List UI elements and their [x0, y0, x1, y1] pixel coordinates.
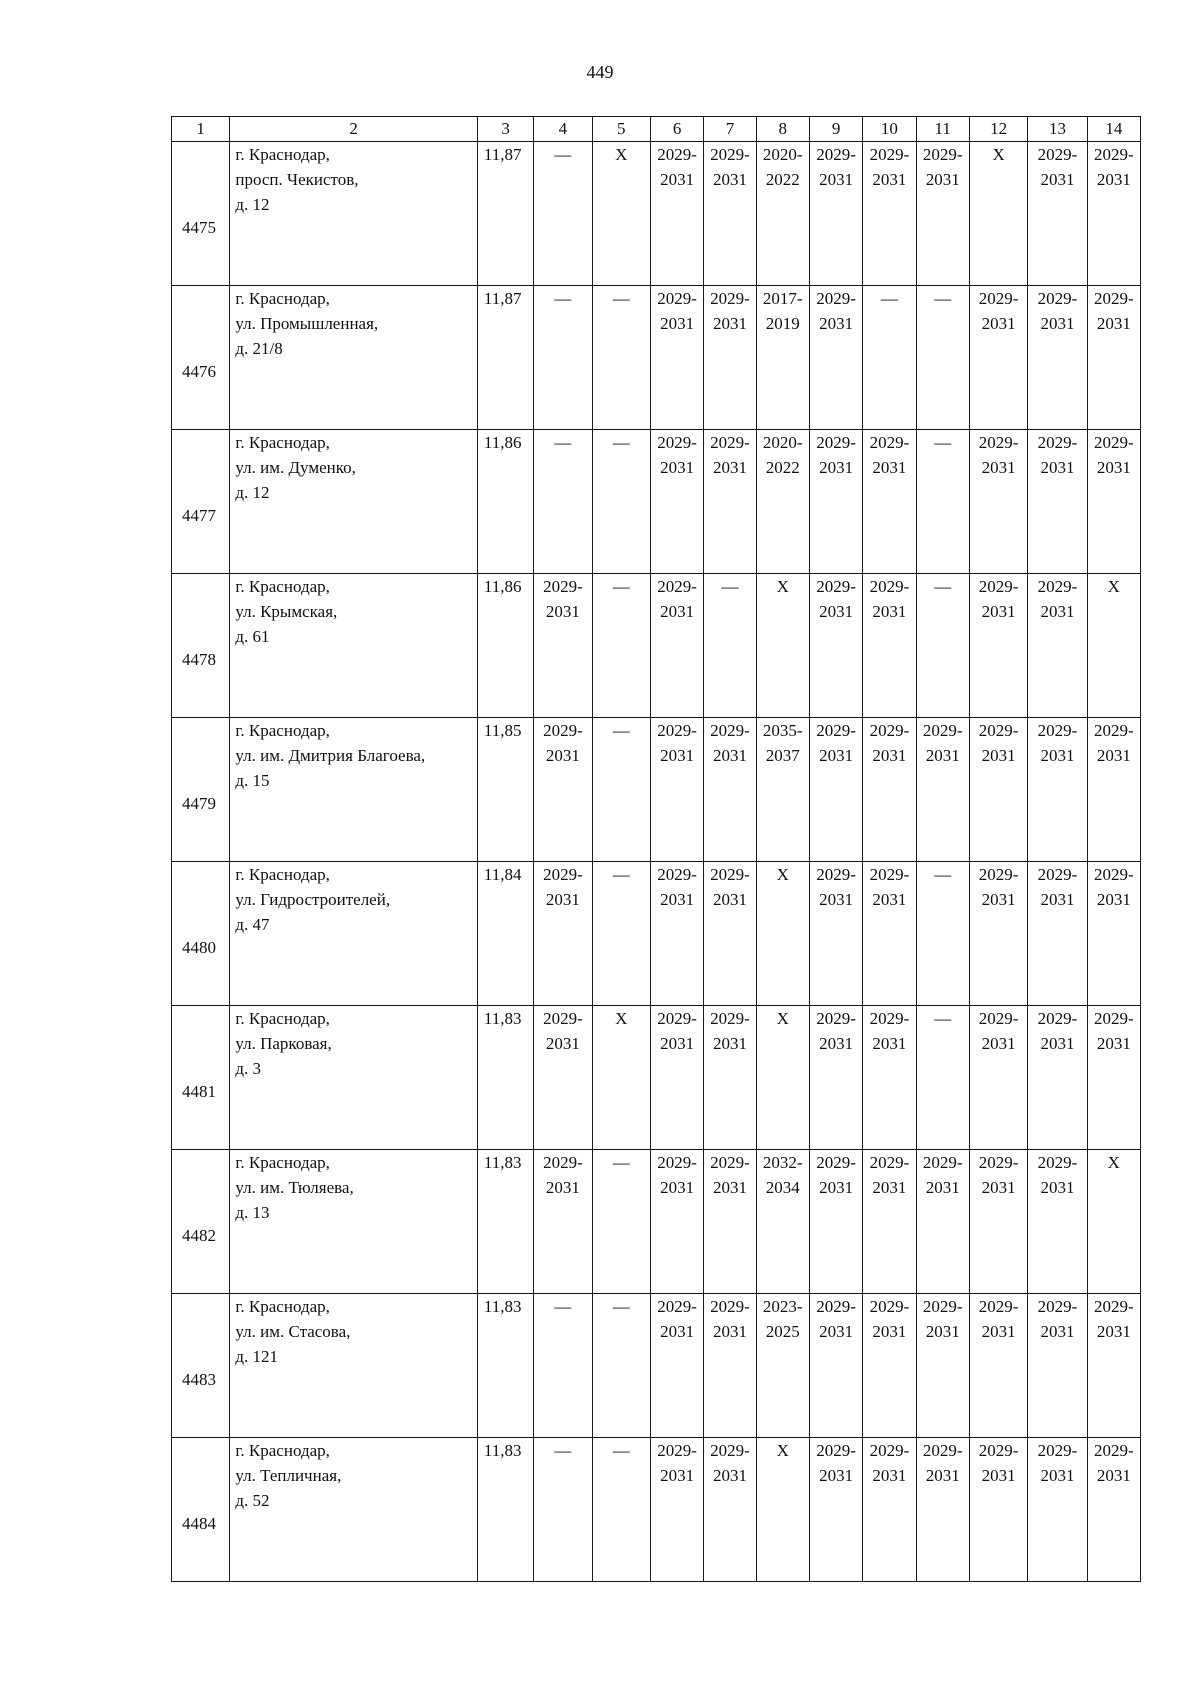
- data-cell-col-12: [969, 1006, 1027, 1150]
- cell-text: 2029- 2031: [1037, 1153, 1078, 1197]
- data-cell-col-9: [809, 142, 862, 286]
- cell-text: 2029- 2031: [710, 1297, 750, 1341]
- data-cell-col-5: [592, 862, 650, 1006]
- column-number-row: [172, 117, 1141, 142]
- address-cell: [230, 286, 478, 430]
- data-cell-col-5: [592, 1006, 650, 1150]
- data-cell-col-14: [1087, 430, 1140, 574]
- data-cell-col-13: [1028, 1294, 1087, 1438]
- cell-text: 2029- 2031: [922, 145, 963, 189]
- data-cell-col-8: [756, 862, 809, 1006]
- cell-text: 2029- 2031: [869, 433, 910, 477]
- cell-text: 2029- 2031: [816, 289, 856, 333]
- data-cell-col-13: [1028, 1150, 1087, 1294]
- data-cell-col-14: [1087, 1006, 1140, 1150]
- cell-text: 2029- 2031: [869, 1441, 910, 1485]
- cell-text: 2029- 2031: [978, 1297, 1019, 1341]
- data-cell-col-4: [534, 718, 592, 862]
- data-cell-col-13: [1028, 574, 1087, 718]
- data-cell-col-14: [1087, 286, 1140, 430]
- cell-text: 2029- 2031: [869, 721, 910, 765]
- column-header-8: 8: [756, 117, 809, 142]
- data-cell-col-7: [704, 574, 756, 718]
- column-header-2: 2: [230, 117, 478, 142]
- cell-text: 2029- 2031: [869, 1153, 910, 1197]
- data-cell-col-6: [650, 142, 703, 286]
- column-header-5: 5: [592, 117, 650, 142]
- cell-text: 2029- 2031: [816, 1009, 856, 1053]
- cell-text: —: [612, 1297, 630, 1316]
- cell-text: 2029- 2031: [710, 721, 750, 765]
- cell-text: 2029- 2031: [922, 1153, 963, 1197]
- data-cell-col-9: [809, 430, 862, 574]
- address-cell: [230, 1294, 478, 1438]
- column-header-6: 6: [650, 117, 703, 142]
- row-number: 4482: [172, 1150, 230, 1294]
- cell-text: —: [554, 145, 572, 164]
- data-cell-col-8: [756, 430, 809, 574]
- cell-text: 2029- 2031: [543, 577, 583, 621]
- table-row: [172, 1006, 1141, 1150]
- cell-text: 2029- 2031: [710, 1009, 750, 1053]
- data-cell-col-5: [592, 430, 650, 574]
- data-cell-col-8: [756, 1150, 809, 1294]
- address-cell: [230, 1438, 478, 1582]
- cell-text: 2029- 2031: [657, 865, 697, 909]
- cell-text: —: [554, 289, 572, 308]
- address-cell: [230, 1006, 478, 1150]
- data-cell-col-11: [916, 1438, 969, 1582]
- cell-text: 2029- 2031: [657, 577, 697, 621]
- cell-text: 2029- 2031: [816, 1441, 856, 1485]
- row-number: 4479: [172, 718, 230, 862]
- data-cell-col-7: [704, 1294, 756, 1438]
- value-cell: 11,83: [477, 1150, 533, 1294]
- address-text: г. Краснодар, ул. Крымская, д. 61: [235, 577, 338, 646]
- data-cell-col-4: [534, 1438, 592, 1582]
- cell-text: 2029- 2031: [1093, 721, 1134, 765]
- cell-text: —: [880, 289, 898, 308]
- data-cell-col-14: [1087, 1150, 1140, 1294]
- value-cell: 11,85: [477, 718, 533, 862]
- data-cell-col-6: [650, 574, 703, 718]
- data-cell-col-6: [650, 286, 703, 430]
- cell-text: 2029- 2031: [657, 721, 697, 765]
- column-header-13: 13: [1028, 117, 1087, 142]
- data-cell-col-6: [650, 718, 703, 862]
- column-header-10: 10: [863, 117, 916, 142]
- row-number: 4478: [172, 574, 230, 718]
- data-cell-col-10: [863, 718, 916, 862]
- cell-text: 2029- 2031: [816, 865, 856, 909]
- data-cell-col-13: [1028, 1438, 1087, 1582]
- cell-text: 2029- 2031: [657, 1153, 697, 1197]
- data-cell-col-12: [969, 1294, 1027, 1438]
- document-table: [171, 116, 1141, 1582]
- cell-text: —: [612, 433, 630, 452]
- data-cell-col-7: [704, 286, 756, 430]
- data-cell-col-14: [1087, 862, 1140, 1006]
- cell-text: 2029- 2031: [978, 1441, 1019, 1485]
- cell-text: 2029- 2031: [1037, 1297, 1078, 1341]
- cell-text: 2029- 2031: [1093, 1009, 1134, 1053]
- row-number: 4483: [172, 1294, 230, 1438]
- column-header-1: 1: [172, 117, 230, 142]
- data-cell-col-4: [534, 862, 592, 1006]
- cell-text: 2017- 2019: [762, 289, 803, 333]
- data-cell-col-6: [650, 1150, 703, 1294]
- cell-text: —: [612, 289, 630, 308]
- data-cell-col-11: [916, 430, 969, 574]
- value-cell: 11,87: [477, 142, 533, 286]
- cell-text: Х: [615, 1009, 628, 1028]
- cell-text: 2029- 2031: [922, 1297, 963, 1341]
- address-text: г. Краснодар, ул. им. Думенко, д. 12: [235, 433, 356, 502]
- data-cell-col-8: [756, 718, 809, 862]
- column-header-7: 7: [704, 117, 756, 142]
- cell-text: 2029- 2031: [978, 1153, 1019, 1197]
- table-row: [172, 574, 1141, 718]
- cell-text: —: [554, 1297, 572, 1316]
- row-number: 4480: [172, 862, 230, 1006]
- data-cell-col-12: [969, 1150, 1027, 1294]
- cell-text: 2029- 2031: [816, 433, 856, 477]
- row-number: 4475: [172, 142, 230, 286]
- data-cell-col-4: [534, 286, 592, 430]
- data-cell-col-9: [809, 286, 862, 430]
- cell-text: 2029- 2031: [869, 1009, 910, 1053]
- cell-text: Х: [1107, 1153, 1120, 1172]
- page-number: 449: [586, 62, 614, 82]
- cell-text: —: [612, 1153, 630, 1172]
- address-cell: [230, 430, 478, 574]
- data-cell-col-13: [1028, 718, 1087, 862]
- data-cell-col-11: [916, 1150, 969, 1294]
- cell-text: 2029- 2031: [657, 1009, 697, 1053]
- table-row: [172, 286, 1141, 430]
- data-cell-col-7: [704, 1006, 756, 1150]
- cell-text: 2029- 2031: [869, 1297, 910, 1341]
- data-cell-col-11: [916, 574, 969, 718]
- table-row: [172, 142, 1141, 286]
- cell-text: 2029- 2031: [816, 1297, 856, 1341]
- data-cell-col-10: [863, 142, 916, 286]
- data-cell-col-11: [916, 1294, 969, 1438]
- data-cell-col-13: [1028, 142, 1087, 286]
- data-cell-col-13: [1028, 1006, 1087, 1150]
- cell-text: —: [934, 289, 952, 308]
- column-header-4: 4: [534, 117, 592, 142]
- data-cell-col-11: [916, 142, 969, 286]
- data-cell-col-9: [809, 574, 862, 718]
- data-cell-col-8: [756, 142, 809, 286]
- data-cell-col-8: [756, 1006, 809, 1150]
- address-cell: [230, 862, 478, 1006]
- cell-text: 2029- 2031: [543, 1009, 583, 1053]
- data-cell-col-11: [916, 718, 969, 862]
- data-cell-col-4: [534, 574, 592, 718]
- cell-text: 2029- 2031: [1037, 1009, 1078, 1053]
- data-cell-col-9: [809, 1006, 862, 1150]
- cell-text: —: [554, 1441, 572, 1460]
- table-row: [172, 430, 1141, 574]
- data-cell-col-9: [809, 1294, 862, 1438]
- cell-text: 2029- 2031: [1037, 289, 1078, 333]
- cell-text: 2029- 2031: [922, 721, 963, 765]
- data-cell-col-6: [650, 1294, 703, 1438]
- address-cell: [230, 1150, 478, 1294]
- cell-text: Х: [992, 145, 1005, 164]
- cell-text: Х: [615, 145, 628, 164]
- cell-text: 2029- 2031: [710, 289, 750, 333]
- value-cell: 11,87: [477, 286, 533, 430]
- cell-text: —: [612, 577, 630, 596]
- cell-text: Х: [776, 865, 789, 884]
- row-number: 4476: [172, 286, 230, 430]
- data-cell-col-5: [592, 1150, 650, 1294]
- cell-text: 2029- 2031: [816, 1153, 856, 1197]
- cell-text: —: [721, 577, 739, 596]
- value-cell: 11,83: [477, 1294, 533, 1438]
- cell-text: 2029- 2031: [978, 433, 1019, 477]
- cell-text: Х: [776, 577, 789, 596]
- data-cell-col-14: [1087, 1294, 1140, 1438]
- data-cell-col-6: [650, 430, 703, 574]
- data-cell-col-8: [756, 1438, 809, 1582]
- cell-text: —: [934, 1009, 952, 1028]
- cell-text: 2029- 2031: [1037, 577, 1078, 621]
- table-row: [172, 862, 1141, 1006]
- cell-text: 2029- 2031: [816, 145, 856, 189]
- cell-text: 2029- 2031: [869, 145, 910, 189]
- cell-text: 2029- 2031: [1037, 433, 1078, 477]
- row-number: 4477: [172, 430, 230, 574]
- data-cell-col-4: [534, 1006, 592, 1150]
- data-cell-col-10: [863, 430, 916, 574]
- table-row: [172, 1438, 1141, 1582]
- data-cell-col-8: [756, 286, 809, 430]
- cell-text: 2029- 2031: [710, 865, 750, 909]
- data-cell-col-4: [534, 1294, 592, 1438]
- data-cell-col-7: [704, 718, 756, 862]
- data-cell-col-11: [916, 1006, 969, 1150]
- data-cell-col-12: [969, 862, 1027, 1006]
- data-cell-col-14: [1087, 142, 1140, 286]
- cell-text: 2029- 2031: [1037, 865, 1078, 909]
- data-cell-col-12: [969, 142, 1027, 286]
- data-cell-col-12: [969, 286, 1027, 430]
- row-number: 4484: [172, 1438, 230, 1582]
- data-cell-col-11: [916, 286, 969, 430]
- data-cell-col-14: [1087, 718, 1140, 862]
- data-cell-col-12: [969, 574, 1027, 718]
- cell-text: 2029- 2031: [1093, 289, 1134, 333]
- cell-text: 2029- 2031: [978, 577, 1019, 621]
- cell-text: 2029- 2031: [869, 865, 910, 909]
- column-header-14: 14: [1087, 117, 1140, 142]
- cell-text: 2020- 2022: [762, 433, 803, 477]
- cell-text: 2029- 2031: [1093, 145, 1134, 189]
- address-cell: [230, 574, 478, 718]
- address-text: г. Краснодар, ул. Парковая, д. 3: [235, 1009, 332, 1078]
- data-cell-col-10: [863, 1006, 916, 1150]
- cell-text: —: [934, 433, 952, 452]
- data-cell-col-12: [969, 718, 1027, 862]
- table-row: [172, 1150, 1141, 1294]
- data-cell-col-5: [592, 1294, 650, 1438]
- value-cell: 11,86: [477, 430, 533, 574]
- cell-text: 2023- 2025: [762, 1297, 803, 1341]
- cell-text: 2029- 2031: [543, 865, 583, 909]
- address-cell: [230, 142, 478, 286]
- cell-text: 2029- 2031: [657, 1441, 697, 1485]
- cell-text: 2029- 2031: [543, 721, 583, 765]
- data-cell-col-12: [969, 430, 1027, 574]
- cell-text: 2029- 2031: [816, 721, 856, 765]
- data-cell-col-11: [916, 862, 969, 1006]
- cell-text: 2029- 2031: [657, 145, 697, 189]
- data-cell-col-9: [809, 862, 862, 1006]
- data-cell-col-10: [863, 1438, 916, 1582]
- address-text: г. Краснодар, ул. Промышленная, д. 21/8: [235, 289, 379, 358]
- table-row: [172, 718, 1141, 862]
- cell-text: 2029- 2031: [922, 1441, 963, 1485]
- table-row: [172, 1294, 1141, 1438]
- cell-text: 2029- 2031: [657, 433, 697, 477]
- data-cell-col-5: [592, 1438, 650, 1582]
- address-text: г. Краснодар, ул. Тепличная, д. 52: [235, 1441, 342, 1510]
- data-cell-col-10: [863, 574, 916, 718]
- data-cell-col-7: [704, 142, 756, 286]
- cell-text: 2029- 2031: [657, 1297, 697, 1341]
- value-cell: 11,84: [477, 862, 533, 1006]
- cell-text: Х: [1107, 577, 1120, 596]
- data-cell-col-10: [863, 286, 916, 430]
- cell-text: 2035- 2037: [762, 721, 803, 765]
- data-cell-col-5: [592, 574, 650, 718]
- data-cell-col-10: [863, 862, 916, 1006]
- cell-text: 2029- 2031: [710, 145, 750, 189]
- data-cell-col-13: [1028, 862, 1087, 1006]
- data-cell-col-6: [650, 862, 703, 1006]
- cell-text: 2029- 2031: [1093, 433, 1134, 477]
- cell-text: —: [934, 865, 952, 884]
- data-cell-col-12: [969, 1438, 1027, 1582]
- row-number: 4481: [172, 1006, 230, 1150]
- data-cell-col-4: [534, 430, 592, 574]
- cell-text: 2029- 2031: [1037, 1441, 1078, 1485]
- data-cell-col-5: [592, 718, 650, 862]
- data-cell-col-7: [704, 1150, 756, 1294]
- cell-text: 2029- 2031: [978, 865, 1019, 909]
- data-cell-col-10: [863, 1294, 916, 1438]
- table-body: [172, 142, 1141, 1582]
- address-text: г. Краснодар, ул. Гидростроителей, д. 47: [235, 865, 391, 934]
- data-cell-col-14: [1087, 574, 1140, 718]
- data-cell-col-10: [863, 1150, 916, 1294]
- address-text: г. Краснодар, просп. Чекистов, д. 12: [235, 145, 359, 214]
- cell-text: 2029- 2031: [978, 721, 1019, 765]
- data-cell-col-9: [809, 1438, 862, 1582]
- column-header-11: 11: [916, 117, 969, 142]
- cell-text: 2029- 2031: [1037, 721, 1078, 765]
- value-cell: 11,83: [477, 1006, 533, 1150]
- cell-text: 2029- 2031: [710, 433, 750, 477]
- cell-text: 2029- 2031: [657, 289, 697, 333]
- cell-text: Х: [776, 1441, 789, 1460]
- data-cell-col-7: [704, 862, 756, 1006]
- cell-text: Х: [776, 1009, 789, 1028]
- data-cell-col-9: [809, 718, 862, 862]
- data-cell-col-7: [704, 430, 756, 574]
- cell-text: 2029- 2031: [1093, 1441, 1134, 1485]
- cell-text: 2029- 2031: [978, 289, 1019, 333]
- cell-text: 2029- 2031: [1093, 865, 1134, 909]
- column-header-9: 9: [809, 117, 862, 142]
- cell-text: 2020- 2022: [762, 145, 803, 189]
- data-cell-col-4: [534, 1150, 592, 1294]
- value-cell: 11,83: [477, 1438, 533, 1582]
- cell-text: —: [612, 721, 630, 740]
- cell-text: 2029- 2031: [1093, 1297, 1134, 1341]
- data-cell-col-6: [650, 1438, 703, 1582]
- cell-text: —: [612, 865, 630, 884]
- cell-text: 2029- 2031: [710, 1441, 750, 1485]
- data-cell-col-9: [809, 1150, 862, 1294]
- cell-text: 2029- 2031: [1037, 145, 1078, 189]
- cell-text: 2029- 2031: [710, 1153, 750, 1197]
- cell-text: 2029- 2031: [978, 1009, 1019, 1053]
- data-cell-col-5: [592, 286, 650, 430]
- column-header-3: 3: [477, 117, 533, 142]
- cell-text: 2032- 2034: [762, 1153, 803, 1197]
- data-cell-col-5: [592, 142, 650, 286]
- address-cell: [230, 718, 478, 862]
- cell-text: —: [612, 1441, 630, 1460]
- address-text: г. Краснодар, ул. им. Стасова, д. 121: [235, 1297, 351, 1366]
- data-cell-col-8: [756, 1294, 809, 1438]
- cell-text: 2029- 2031: [869, 577, 910, 621]
- value-cell: 11,86: [477, 574, 533, 718]
- data-cell-col-14: [1087, 1438, 1140, 1582]
- data-cell-col-7: [704, 1438, 756, 1582]
- data-cell-col-13: [1028, 430, 1087, 574]
- column-header-12: 12: [969, 117, 1027, 142]
- data-cell-col-4: [534, 142, 592, 286]
- address-text: г. Краснодар, ул. им. Тюляева, д. 13: [235, 1153, 354, 1222]
- cell-text: 2029- 2031: [816, 577, 856, 621]
- data-cell-col-6: [650, 1006, 703, 1150]
- cell-text: 2029- 2031: [543, 1153, 583, 1197]
- cell-text: —: [554, 433, 572, 452]
- data-cell-col-8: [756, 574, 809, 718]
- address-text: г. Краснодар, ул. им. Дмитрия Благоева, д. 15: [235, 721, 426, 790]
- data-cell-col-13: [1028, 286, 1087, 430]
- cell-text: —: [934, 577, 952, 596]
